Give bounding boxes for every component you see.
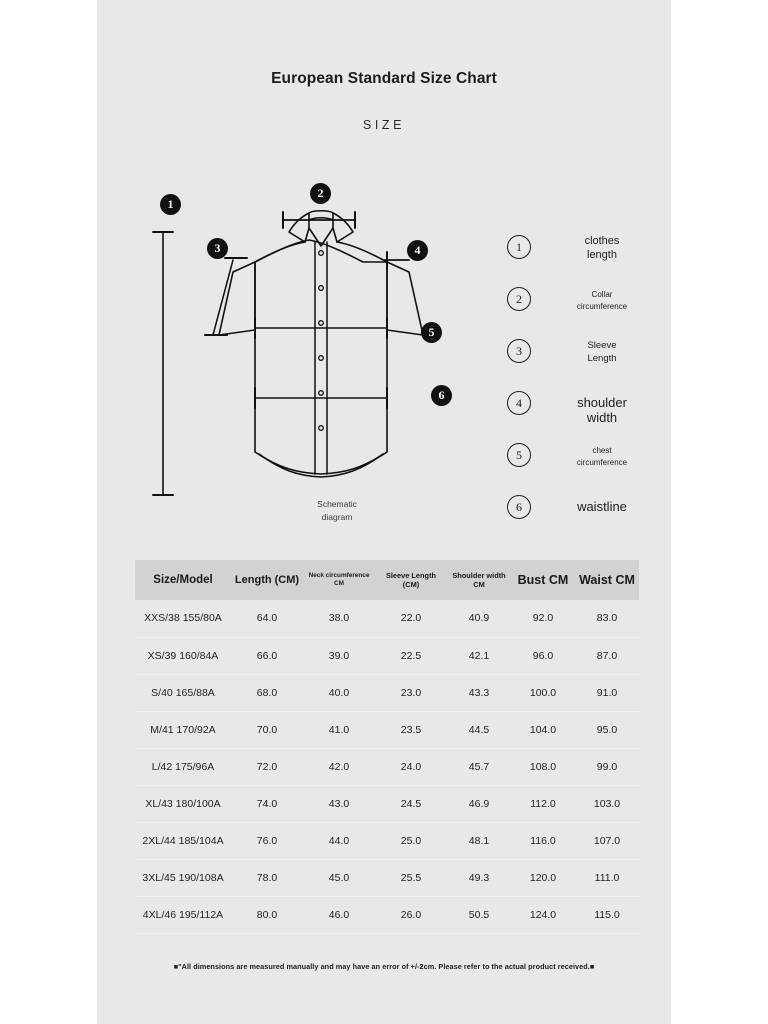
cell-measurement: 26.0 [375,896,447,933]
cell-measurement: 120.0 [511,859,575,896]
column-header-neck-circumference: Neck circumference CM [308,572,370,587]
cell-measurement: 23.5 [375,711,447,748]
legend-number-4: 4 [507,391,531,415]
measurement-legend [507,235,667,547]
cell-measurement: 124.0 [511,896,575,933]
cell-measurement: 23.0 [375,674,447,711]
legend-item-2 [507,287,667,339]
cell-measurement: 80.0 [231,896,303,933]
cell-size-model: 3XL/45 190/108A [135,859,231,896]
cell-measurement: 108.0 [511,748,575,785]
table-row [135,785,639,822]
diagram-marker-2: 2 [310,183,331,204]
table-row [135,674,639,711]
legend-label-2: Collar circumference [576,290,628,311]
diagram-marker-4: 4 [407,240,428,261]
cell-measurement: 42.1 [447,637,511,674]
cell-measurement: 87.0 [575,637,639,674]
size-table-head [135,560,639,600]
cell-size-model: 4XL/46 195/112A [135,896,231,933]
cell-measurement: 96.0 [511,637,575,674]
legend-item-4 [507,391,667,443]
cell-measurement: 95.0 [575,711,639,748]
cell-measurement: 38.0 [303,600,375,637]
cell-measurement: 44.5 [447,711,511,748]
cell-measurement: 107.0 [575,822,639,859]
legend-item-3 [507,339,667,391]
measurement-disclaimer: ■"All dimensions are measured manually and may have an error of +/-2cm. Please refer to the actual product received.■ [173,962,595,971]
schematic-caption-line1: Schematic [317,499,357,509]
table-row [135,711,639,748]
diagram-marker-5: 5 [421,322,442,343]
table-row [135,600,639,637]
cell-measurement: 40.0 [303,674,375,711]
legend-number-6: 6 [507,495,531,519]
cell-measurement: 76.0 [231,822,303,859]
table-row [135,822,639,859]
cell-measurement: 74.0 [231,785,303,822]
cell-measurement: 112.0 [511,785,575,822]
cell-measurement: 44.0 [303,822,375,859]
legend-item-1 [507,235,667,287]
table-row [135,637,639,674]
legend-label-1: clothes length [584,235,620,261]
legend-number-3: 3 [507,339,531,363]
table-row [135,748,639,785]
schematic-caption-line2: diagram [321,512,353,522]
legend-label-5: chest circumference [576,446,628,467]
legend-number-1: 1 [507,235,531,259]
cell-measurement: 115.0 [575,896,639,933]
cell-measurement: 92.0 [511,600,575,637]
column-header-length: Length (CM) [234,574,300,586]
cell-measurement: 22.0 [375,600,447,637]
size-table [135,560,639,934]
size-table-body [135,600,639,933]
content-panel [97,0,671,1024]
table-row [135,896,639,933]
cell-size-model: 2XL/44 185/104A [135,822,231,859]
cell-measurement: 43.3 [447,674,511,711]
cell-measurement: 46.0 [303,896,375,933]
diagram-marker-3: 3 [207,238,228,259]
table-header-row [135,560,639,600]
cell-size-model: XS/39 160/84A [135,637,231,674]
legend-item-5 [507,443,667,495]
cell-measurement: 50.5 [447,896,511,933]
cell-measurement: 104.0 [511,711,575,748]
shirt-illustration [137,180,477,510]
page-subtitle: SIZE [362,118,406,132]
cell-size-model: XXS/38 155/80A [135,600,231,637]
cell-measurement: 49.3 [447,859,511,896]
schematic-caption [282,498,392,524]
cell-measurement: 42.0 [303,748,375,785]
cell-measurement: 78.0 [231,859,303,896]
cell-measurement: 72.0 [231,748,303,785]
cell-measurement: 22.5 [375,637,447,674]
cell-measurement: 68.0 [231,674,303,711]
legend-label-3: Sleeve Length [587,340,617,364]
cell-measurement: 111.0 [575,859,639,896]
size-table-wrapper [135,560,639,934]
cell-measurement: 70.0 [231,711,303,748]
cell-measurement: 91.0 [575,674,639,711]
cell-measurement: 48.1 [447,822,511,859]
legend-item-6 [507,495,667,547]
cell-measurement: 46.9 [447,785,511,822]
cell-measurement: 39.0 [303,637,375,674]
cell-measurement: 66.0 [231,637,303,674]
page-title: European Standard Size Chart [271,70,497,87]
cell-measurement: 99.0 [575,748,639,785]
cell-measurement: 100.0 [511,674,575,711]
column-header-waist: Waist CM [579,573,635,587]
cell-measurement: 83.0 [575,600,639,637]
schematic-diagram [97,180,671,540]
column-header-shoulder-width: Shoulder width CM [452,571,506,589]
cell-measurement: 24.5 [375,785,447,822]
column-header-sleeve-length: Sleeve Length (CM) [385,571,437,589]
cell-measurement: 25.5 [375,859,447,896]
cell-measurement: 45.0 [303,859,375,896]
cell-size-model: XL/43 180/100A [135,785,231,822]
cell-size-model: M/41 170/92A [135,711,231,748]
diagram-marker-1: 1 [160,194,181,215]
legend-number-2: 2 [507,287,531,311]
cell-size-model: S/40 165/88A [135,674,231,711]
legend-number-5: 5 [507,443,531,467]
cell-measurement: 24.0 [375,748,447,785]
cell-measurement: 64.0 [231,600,303,637]
cell-measurement: 43.0 [303,785,375,822]
cell-measurement: 103.0 [575,785,639,822]
column-header-size-model: Size/Model [153,574,213,586]
diagram-marker-6: 6 [431,385,452,406]
cell-measurement: 25.0 [375,822,447,859]
cell-measurement: 116.0 [511,822,575,859]
cell-size-model: L/42 175/96A [135,748,231,785]
legend-label-6: waistline [577,499,627,514]
cell-measurement: 40.9 [447,600,511,637]
column-header-bust: Bust CM [517,573,569,587]
legend-label-4: shoulder width [577,395,627,425]
table-row [135,859,639,896]
cell-measurement: 41.0 [303,711,375,748]
cell-measurement: 45.7 [447,748,511,785]
